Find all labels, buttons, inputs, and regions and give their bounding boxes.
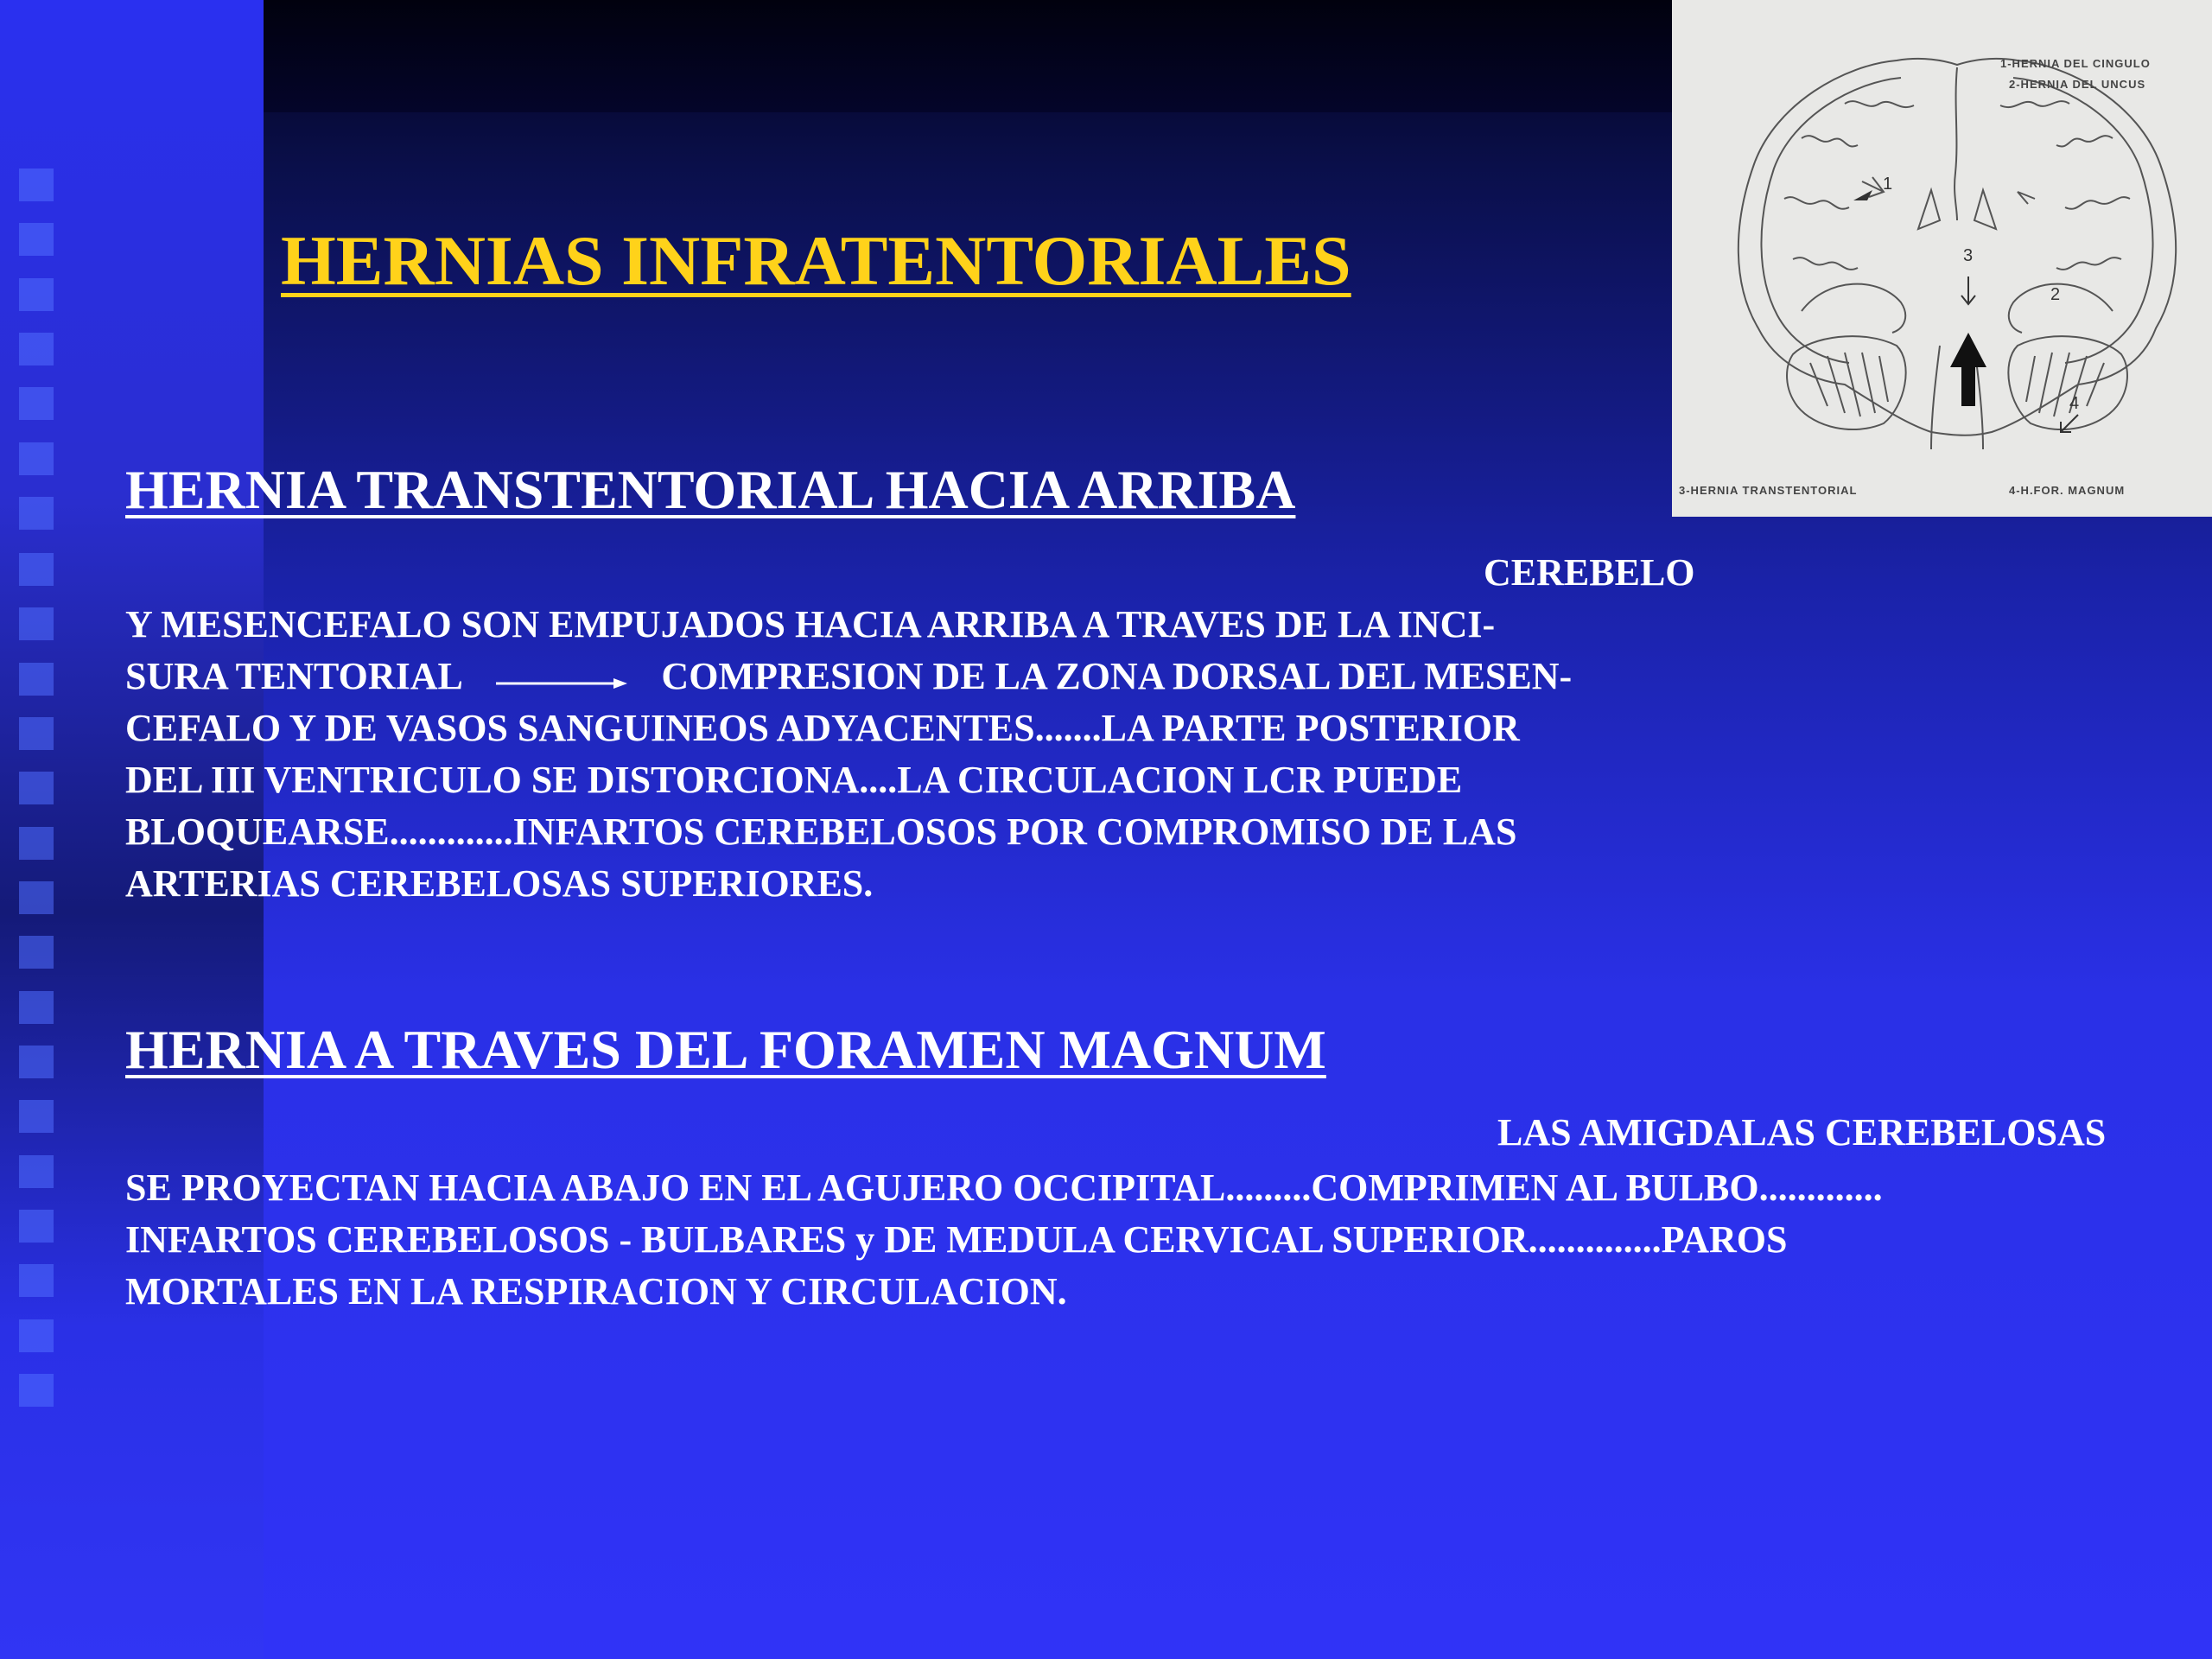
decorative-square	[19, 1319, 54, 1352]
decorative-square	[19, 223, 54, 256]
decorative-square	[19, 1264, 54, 1297]
brain-hernia-diagram	[1672, 0, 2212, 517]
figure-label: 2-HERNIA DEL UNCUS	[2009, 78, 2146, 91]
paragraph-segment: SURA TENTORIAL	[125, 655, 461, 697]
figure-number: 2	[2050, 285, 2061, 304]
figure-label: 3-HERNIA TRANSTENTORIAL	[1679, 484, 1858, 497]
paragraph-line: CEREBELO	[1484, 551, 1695, 594]
section2-paragraph	[125, 1162, 1883, 1318]
figure-number: 3	[1963, 246, 1974, 265]
paragraph-line: MORTALES EN LA RESPIRACION Y CIRCULACION.	[125, 1270, 1067, 1313]
paragraph-line: LAS AMIGDALAS CEREBELOSAS	[1497, 1111, 2107, 1154]
paragraph-segment: COMPRESION DE LA ZONA DORSAL DEL MESEN-	[661, 655, 1573, 697]
section-heading-transtentorial: HERNIA TRANSTENTORIAL HACIA ARRIBA	[125, 459, 1296, 520]
paragraph-line-with-arrow	[125, 651, 1572, 702]
decorative-square	[19, 1100, 54, 1133]
decorative-square	[19, 607, 54, 640]
decorative-square	[19, 1210, 54, 1243]
decorative-square	[19, 1155, 54, 1188]
decorative-square	[19, 827, 54, 860]
decorative-square	[19, 442, 54, 475]
decorative-square	[19, 991, 54, 1024]
paragraph-line: CEFALO Y DE VASOS SANGUINEOS ADYACENTES.......LA PARTE POSTERIOR	[125, 707, 1520, 749]
paragraph-line: SE PROYECTAN HACIA ABAJO EN EL AGUJERO OCCIPITAL.........COMPRIMEN AL BULBO.............	[125, 1166, 1883, 1209]
decorative-square	[19, 717, 54, 750]
right-arrow-icon	[496, 654, 627, 706]
decorative-square	[19, 881, 54, 914]
figure-number: 4	[2069, 394, 2080, 413]
decorative-square	[19, 1374, 54, 1407]
figure-number: 1	[1883, 175, 1893, 194]
decorative-square	[19, 772, 54, 804]
slide-title: HERNIAS INFRATENTORIALES	[281, 221, 1351, 300]
figure-label: 4-H.FOR. MAGNUM	[2009, 484, 2126, 497]
paragraph-line: DEL III VENTRICULO SE DISTORCIONA....LA CIRCULACION LCR PUEDE	[125, 759, 1463, 801]
header-band	[264, 0, 1672, 112]
section-heading-foramen-magnum: HERNIA A TRAVES DEL FORAMEN MAGNUM	[125, 1019, 1326, 1080]
decorative-square	[19, 497, 54, 530]
section1-paragraph	[125, 599, 1572, 910]
decorative-square	[19, 936, 54, 969]
section1-lead-word	[1484, 547, 1695, 599]
decorative-square	[19, 333, 54, 365]
paragraph-line: INFARTOS CEREBELOSOS - BULBARES y DE MEDULA CERVICAL SUPERIOR..............PAROS	[125, 1218, 1788, 1261]
paragraph-line: ARTERIAS CEREBELOSAS SUPERIORES.	[125, 862, 874, 905]
decorative-square	[19, 663, 54, 696]
section2-lead-phrase	[1497, 1107, 2106, 1159]
paragraph-line: Y MESENCEFALO SON EMPUJADOS HACIA ARRIBA A TRAVES DE LA INCI-	[125, 603, 1496, 645]
decorative-square	[19, 278, 54, 311]
decorative-square	[19, 387, 54, 420]
decorative-square	[19, 553, 54, 586]
figure-label: 1-HERNIA DEL CINGULO	[2000, 57, 2151, 70]
decorative-square	[19, 168, 54, 201]
paragraph-line: BLOQUEARSE.............INFARTOS CEREBELOSOS POR COMPROMISO DE LAS	[125, 810, 1517, 853]
decorative-square	[19, 1046, 54, 1078]
